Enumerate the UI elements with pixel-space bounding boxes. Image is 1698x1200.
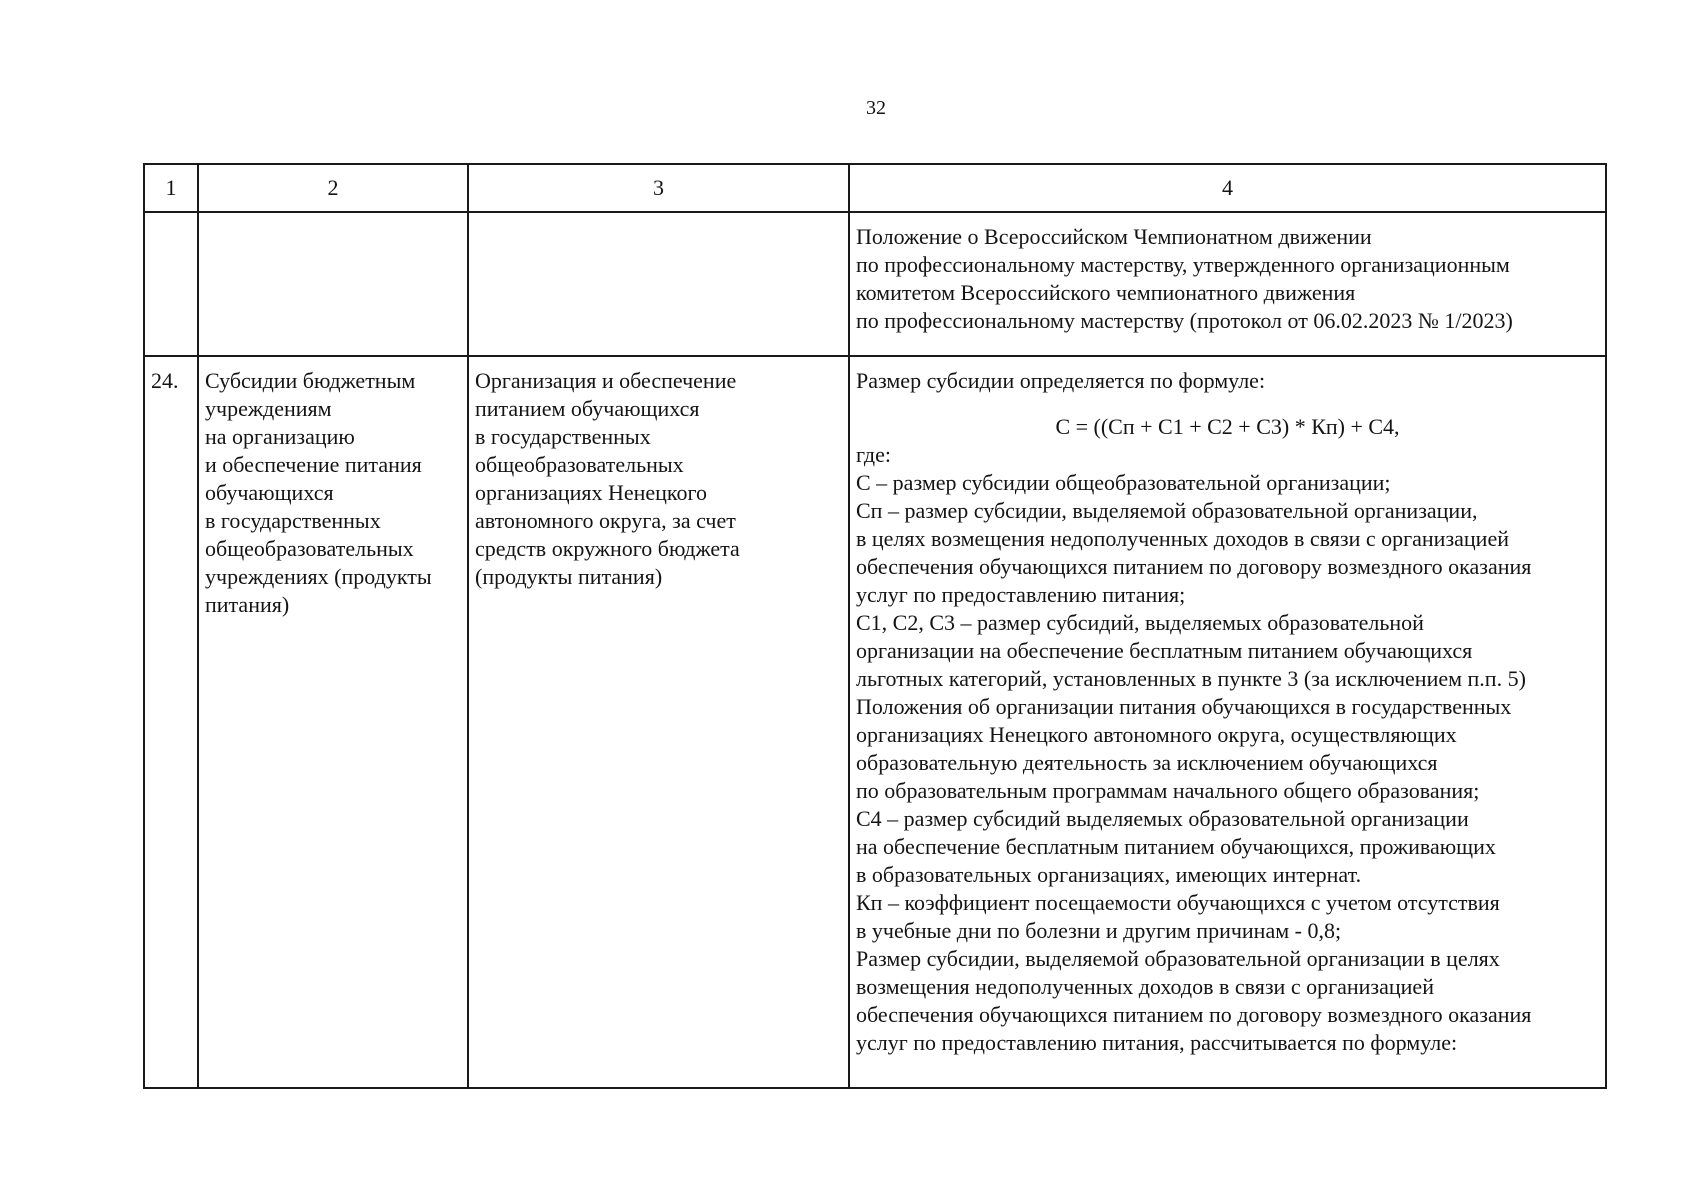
subsidy-name-line: на организацию xyxy=(205,424,355,449)
calculation-line: возмещения недополученных доходов в связи с организацией xyxy=(856,974,1434,999)
calculation-line: обеспечения обучающихся питанием по договору возмездного оказания xyxy=(856,554,1532,579)
subsidy-name-line: в государственных xyxy=(205,508,381,533)
calculation-line: Сп – размер субсидии, выделяемой образовательной организации, xyxy=(856,498,1478,523)
header-col-4: 4 xyxy=(849,164,1606,212)
item-subsidy-name xyxy=(198,356,468,1088)
subsidy-name-line: питания) xyxy=(205,592,290,617)
calculation-line: образовательную деятельность за исключением обучающихся xyxy=(856,750,1438,775)
header-col-1: 1 xyxy=(144,164,198,212)
page-number: 32 xyxy=(866,97,886,119)
calculation-line: обеспечения обучающихся питанием по договору возмездного оказания xyxy=(856,1002,1532,1027)
item-purpose xyxy=(468,356,849,1088)
purpose-line: общеобразовательных xyxy=(475,452,684,477)
calculation-line: льготных категорий, установленных в пункте 3 (за исключением п.п. 5) xyxy=(856,666,1526,691)
subsidy-name-line: и обеспечение питания xyxy=(205,452,422,477)
calculation-line: Размер субсидии, выделяемой образовательной организации в целях xyxy=(856,946,1500,971)
purpose-line: автономного округа, за счет xyxy=(475,508,736,533)
calculation-intro: Размер субсидии определяется по формуле: xyxy=(856,368,1266,393)
continuation-line: Положение о Всероссийском Чемпионатном движении xyxy=(856,224,1372,249)
subsidy-name-line: учреждениях (продукты xyxy=(205,564,432,589)
calculation-line: в образовательных организациях, имеющих интернат. xyxy=(856,862,1362,887)
subsidy-formula: С = ((Сп + С1 + С2 + С3) * Кп) + С4, xyxy=(1055,414,1400,439)
calculation-line: услуг по предоставлению питания; xyxy=(856,582,1186,607)
calculation-line: в учебные дни по болезни и другим причинам - 0,8; xyxy=(856,918,1342,943)
continuation-col-2 xyxy=(198,212,468,356)
table-row-item-24 xyxy=(144,356,1606,1088)
continuation-col-3 xyxy=(468,212,849,356)
calculation-line: по образовательным программам начального общего образования; xyxy=(856,778,1480,803)
calculation-line: С – размер субсидии общеобразовательной организации; xyxy=(856,470,1391,495)
subsidy-name-line: учреждениям xyxy=(205,396,332,421)
purpose-line: средств окружного бюджета xyxy=(475,536,740,561)
calculation-line: С4 – размер субсидий выделяемых образовательной организации xyxy=(856,806,1469,831)
continuation-col-4 xyxy=(849,212,1606,356)
header-col-3: 3 xyxy=(468,164,849,212)
continuation-line: по профессиональному мастерству (протокол от 06.02.2023 № 1/2023) xyxy=(856,308,1513,333)
table-header-row xyxy=(144,164,1606,212)
calculation-line: организациях Ненецкого автономного округа, осуществляющих xyxy=(856,722,1457,747)
continuation-line: по профессиональному мастерству, утвержденного организационным xyxy=(856,252,1510,277)
purpose-line: организациях Ненецкого xyxy=(475,480,707,505)
calculation-line: С1, С2, С3 – размер субсидий, выделяемых образовательной xyxy=(856,610,1424,635)
header-col-2: 2 xyxy=(198,164,468,212)
continuation-line: комитетом Всероссийского чемпионатного движения xyxy=(856,280,1356,305)
calculation-line: организации на обеспечение бесплатным питанием обучающихся xyxy=(856,638,1473,663)
purpose-line: (продукты питания) xyxy=(475,564,663,589)
calculation-line: в целях возмещения недополученных доходов в связи с организацией xyxy=(856,526,1509,551)
continuation-col-1 xyxy=(144,212,198,356)
table-row-continuation xyxy=(144,212,1606,356)
calculation-line: услуг по предоставлению питания, рассчитывается по формуле: xyxy=(856,1030,1458,1055)
item-calculation xyxy=(849,356,1606,1088)
calculation-line: Положения об организации питания обучающихся в государственных xyxy=(856,694,1512,719)
purpose-line: питанием обучающихся xyxy=(475,396,700,421)
item-number: 24. xyxy=(144,356,198,1088)
subsidy-name-line: Субсидии бюджетным xyxy=(205,368,416,393)
purpose-line: Организация и обеспечение xyxy=(475,368,737,393)
subsidy-name-line: общеобразовательных xyxy=(205,536,414,561)
document-table xyxy=(143,163,1607,1089)
calculation-line: где: xyxy=(856,442,891,467)
calculation-line: Кп – коэффициент посещаемости обучающихся с учетом отсутствия xyxy=(856,890,1500,915)
subsidy-name-line: обучающихся xyxy=(205,480,334,505)
calculation-line: на обеспечение бесплатным питанием обучающихся, проживающих xyxy=(856,834,1496,859)
purpose-line: в государственных xyxy=(475,424,651,449)
